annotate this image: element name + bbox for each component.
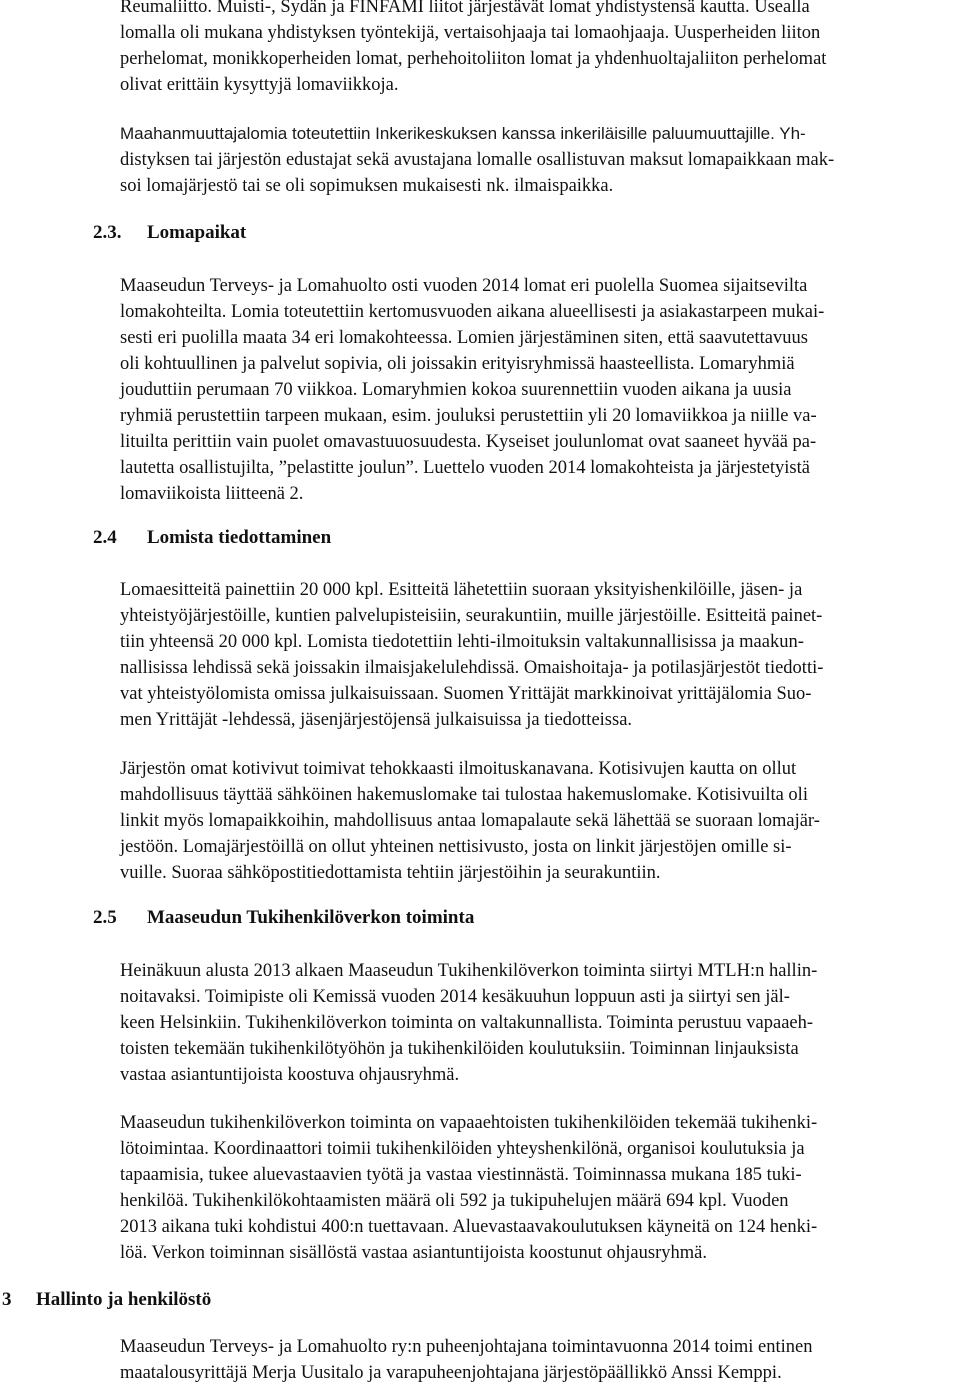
tukihenkilo-p2-line-6: löä. Verkon toiminnan sisällöstä vastaa asiantuntijoista koostunut ohjausryhmä. (120, 1243, 707, 1263)
section-3-number: 3 (2, 1289, 12, 1310)
tukihenkilo-p2-line-2: lötoimintaa. Koordinaattori toimii tukihenkilöiden yhteyshenkilönä, organisoi koulutuksia ja (120, 1139, 805, 1159)
lomapaikat-line-9: lomaviikoista liitteenä 2. (120, 484, 304, 504)
section-3-heading: Hallinto ja henkilöstö (36, 1289, 212, 1310)
tiedottaminen-p1-line-5: vat yhteistyölomista omissa julkaisuissaan. Suomen Yrittäjät markkinoivat yrittäjälomia Suo- (120, 684, 812, 704)
tiedottaminen-p1-line-6: men Yrittäjät -lehdessä, jäsenjärjestöjensä julkaisuissa ja tiedotteissa. (120, 710, 633, 730)
lomapaikat-line-8: lautetta osallistujilta, ”pelastitte joulun”. Luettelo vuoden 2014 lomakohteista ja järjestetyistä (120, 458, 810, 478)
section-2-4-number: 2.4 (93, 527, 117, 548)
tiedottaminen-p1-line-2: yhteistyöjärjestöille, kuntien palvelupisteisiin, seurakuntiin, muille järjestöille. Esitteitä painet- (120, 606, 823, 626)
lomapaikat-line-2: lomakohteilta. Lomia toteutettiin kertomusvuoden aikana alueellisesti ja asiakastarpeen mukai- (120, 302, 825, 322)
tukihenkilo-p1-line-5: vastaa asiantuntijoista koostuva ohjausryhmä. (120, 1065, 460, 1085)
intro-line-5: Maahanmuuttajalomia toteutettiin Inkerikeskuksen kanssa inkeriläisille paluumuuttajille. Yh- (120, 124, 806, 143)
intro-line-7: soi lomajärjestö tai se oli sopimuksen mukaisesti nk. ilmaispaikka. (120, 176, 614, 196)
tukihenkilo-p1-line-3: keen Helsinkiin. Tukihenkilöverkon toiminta on valtakunnallista. Toiminta perustuu vapaaeh- (120, 1013, 814, 1033)
section-2-5-number: 2.5 (93, 907, 117, 928)
section-2-5-heading: Maaseudun Tukihenkilöverkon toiminta (147, 907, 475, 928)
tukihenkilo-p1-line-2: noitavaksi. Toimipiste oli Kemissä vuoden 2014 kesäkuuhun loppuun asti ja siirtyi sen jäl- (120, 987, 790, 1007)
intro-line-2: lomalla oli mukana yhdistyksen työntekijä, vertaisohjaaja tai lomaohjaaja. Uusperheiden liiton (120, 23, 821, 43)
intro-line-3: perhelomat, monikkoperheiden lomat, perhehoitoliiton lomat ja yhdenhuoltajaliiton perhelomat (120, 49, 827, 69)
section-2-3-number: 2.3. (93, 222, 122, 243)
tiedottaminen-p2-line-4: jestöön. Lomajärjestöillä on ollut yhteinen nettisivusto, josta on linkit järjestöjen omille si- (120, 837, 792, 857)
lomapaikat-line-6: ryhmiä perustettiin tarpeen mukaan, esim. jouluksi perustettiin yli 20 lomaviikkoa ja niille va- (120, 406, 817, 426)
section-2-3-heading: Lomapaikat (147, 222, 247, 243)
tukihenkilo-p2-line-1: Maaseudun tukihenkilöverkon toiminta on vapaaehtoisten tukihenkilöiden tekemää tukihenki- (120, 1113, 818, 1133)
tukihenkilo-p1-line-1: Heinäkuun alusta 2013 alkaen Maaseudun Tukihenkilöverkon toiminta siirtyi MTLH:n hallin- (120, 961, 818, 981)
tiedottaminen-p1-line-1: Lomaesitteitä painettiin 20 000 kpl. Esitteitä lähetettiin suoraan yksityishenkilöille, jäsen- ja (120, 580, 803, 600)
intro-line-1: Reumaliitto. Muisti-, Sydän ja FINFAMI liitot järjestävät lomat yhdistystensä kautta. Usealla (120, 0, 810, 17)
hallinto-line-2: maatalousyrittäjä Merja Uusitalo ja varapuheenjohtajana järjestöpäällikkö Anssi Kemppi. (120, 1363, 782, 1383)
tiedottaminen-p1-line-4: nallisissa lehdissä sekä joissakin ilmaisjakelulehdissä. Omaishoitaja- ja potilasjärjestöt tiedotti- (120, 658, 824, 678)
tiedottaminen-p2-line-1: Järjestön omat kotivivut toimivat tehokkaasti ilmoituskanavana. Kotisivujen kautta on ollut (120, 759, 797, 779)
lomapaikat-line-5: jouduttiin perumaan 70 viikkoa. Lomaryhmien kokoa suurennettiin vuoden aikana ja uusia (120, 380, 792, 400)
section-2-4-heading: Lomista tiedottaminen (147, 527, 332, 548)
tiedottaminen-p2-line-2: mahdollisuus täyttää sähköinen hakemuslomake tai tulostaa hakemuslomake. Kotisivuilta oli (120, 785, 808, 805)
lomapaikat-line-1: Maaseudun Terveys- ja Lomahuolto osti vuoden 2014 lomat eri puolella Suomea sijaitsevilta (120, 276, 808, 296)
lomapaikat-line-3: sesti eri puolilla maata 34 eri lomakohteessa. Lomien järjestäminen siten, että saavutettavuus (120, 328, 808, 348)
tukihenkilo-p2-line-3: tapaamisia, tukee aluevastaavien työtä ja vastaa viestinnästä. Toiminnassa mukana 185 tuki- (120, 1165, 802, 1185)
hallinto-line-1: Maaseudun Terveys- ja Lomahuolto ry:n puheenjohtajana toimintavuonna 2014 toimi entinen (120, 1337, 813, 1357)
intro-line-6: distyksen tai järjestön edustajat sekä avustajana lomalle osallistuvan maksut lomapaikkaan mak- (120, 150, 835, 170)
lomapaikat-line-4: oli kohtuullinen ja palvelut sopivia, oli joissakin erityisryhmissä haasteellista. Lomaryhmiä (120, 354, 795, 374)
tukihenkilo-p2-line-4: henkilöä. Tukihenkilökohtaamisten määrä oli 592 ja tukipuhelujen määrä 694 kpl. Vuoden (120, 1191, 789, 1211)
tukihenkilo-p2-line-5: 2013 aikana tuki kohdistui 400:n tuettavaan. Aluevastaavakoulutuksen käyneitä on 124 henki- (120, 1217, 818, 1237)
tiedottaminen-p1-line-3: tiin yhteensä 20 000 kpl. Lomista tiedotettiin lehti-ilmoituksin valtakunnallisissa ja maakun- (120, 632, 804, 652)
tiedottaminen-p2-line-3: linkit myös lomapaikkoihin, mahdollisuus antaa lomapalaute sekä lähettää se suoraan lomajär- (120, 811, 820, 831)
tukihenkilo-p1-line-4: toisten tekemään tukihenkilötyöhön ja tukihenkilöiden koulutuksiin. Toiminnan linjauksista (120, 1039, 799, 1059)
lomapaikat-line-7: lituilta perittiin vain puolet omavastuuosuudesta. Kyseiset joulunlomat ovat saaneet hyvää pa- (120, 432, 817, 452)
tiedottaminen-p2-line-5: vuille. Suoraa sähköpostitiedottamista tehtiin järjestöihin ja seurakuntiin. (120, 863, 661, 883)
intro-line-4: olivat erittäin kysyttyjä lomaviikkoja. (120, 75, 399, 95)
